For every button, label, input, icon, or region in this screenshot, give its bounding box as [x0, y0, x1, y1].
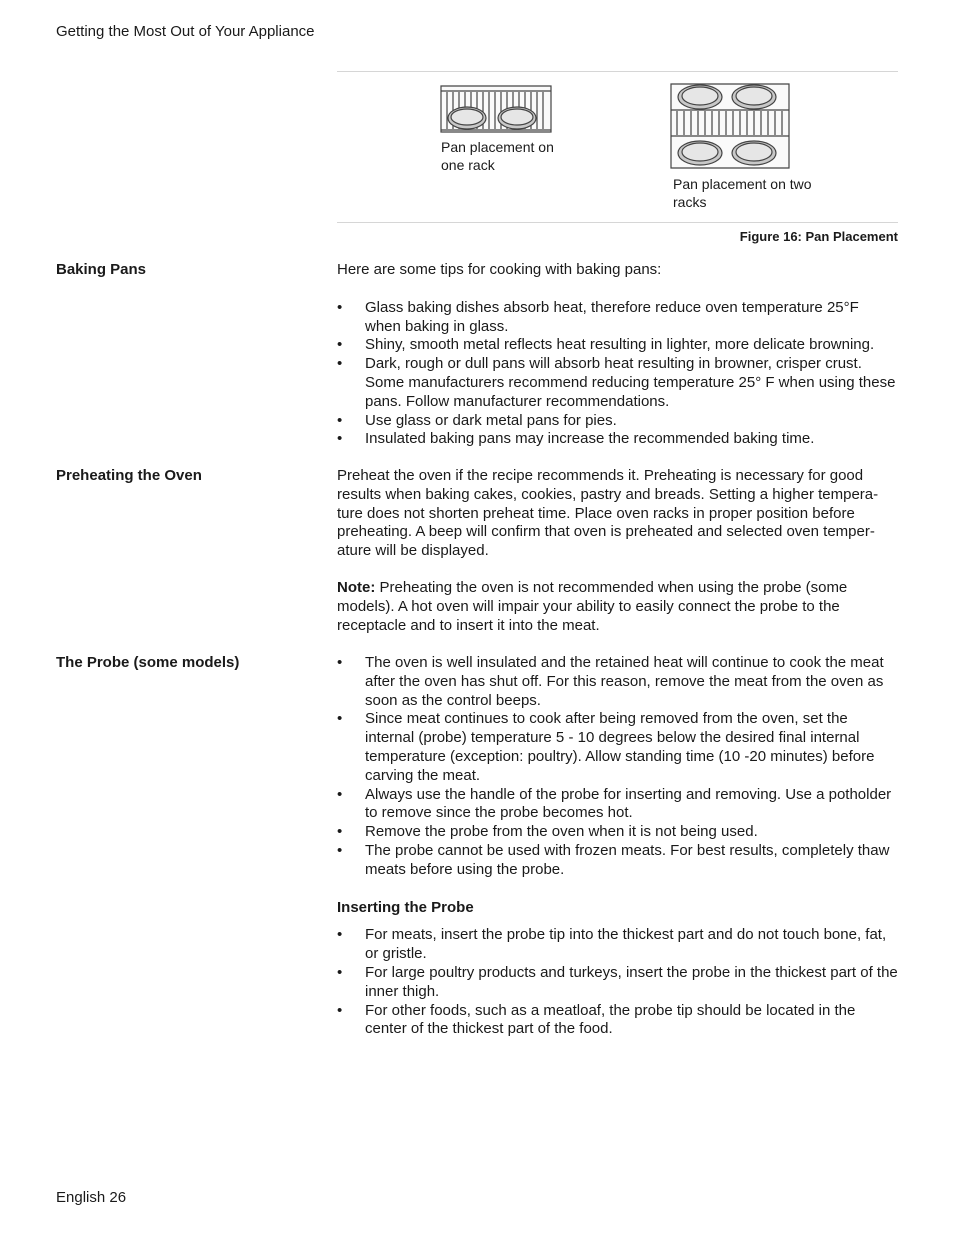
probe-list [337, 654, 898, 880]
baking-pans-intro: Here are some tips for cooking with baking pans: [337, 261, 662, 278]
list-item: • Remove the probe from the oven when it is not being used. [337, 823, 758, 841]
list-item: • Shiny, smooth metal reflects heat resulting in lighter, more delicate browning. [337, 336, 875, 354]
running-header: Getting the Most Out of Your Appliance [56, 23, 315, 40]
list-item: • Always use the handle of the probe for inserting and removing. Use a potholder to remove since the probe becomes hot. [337, 785, 892, 822]
bullet-icon: • [337, 298, 343, 316]
note-label: Note: [337, 578, 376, 596]
heading-baking-pans: Baking Pans [56, 261, 147, 278]
bullet-icon: • [337, 430, 343, 448]
list-item: • Since meat continues to cook after being removed from the oven, set the internal (probe) temperature 5 - 10 degrees below the desired final internal temperature (exception: poultry). Allow standing time (10 -20 minutes) before carving the meat. [337, 710, 875, 784]
heading-preheating: Preheating the Oven [56, 467, 202, 484]
note-text: Preheating the oven is not recommended when using the probe (some models). A hot oven will impair your ability to easily connect the probe to the receptacle and to insert it into the meat. [337, 578, 848, 634]
bullet-icon: • [337, 355, 343, 373]
list-item: • For meats, insert the probe tip into the thickest part and do not touch bone, fat, or gristle. [337, 926, 887, 963]
caption-two-racks: Pan placement on two racks [673, 176, 812, 210]
bullet-icon: • [337, 710, 343, 728]
inserting-probe-list [337, 926, 898, 1039]
page-footer: English 26 [56, 1189, 127, 1206]
two-racks-oven-illustration [671, 84, 789, 168]
caption-one-rack: Pan placement on one rack [441, 139, 554, 173]
list-item: • The probe cannot be used with frozen meats. For best results, completely thaw meats before using the probe. [337, 841, 890, 878]
bullet-icon: • [337, 1001, 343, 1019]
section-probe [337, 654, 898, 1039]
bullet-icon: • [337, 654, 343, 671]
pan-placement-figure [337, 72, 898, 222]
one-rack-oven-illustration [441, 86, 551, 132]
list-item: • Dark, rough or dull pans will absorb heat resulting in browner, crisper crust. Some manufacturers recommend reducing temperature 25° F when using these pans. Follow manufacturer recommendations. [337, 355, 896, 410]
figure-title: Figure 16: Pan Placement [739, 229, 898, 244]
list-item: • For other foods, such as a meatloaf, the probe tip should be located in the center of the thickest part of the food. [337, 1001, 856, 1038]
bullet-icon: • [337, 963, 343, 981]
list-item: • The oven is well insulated and the retained heat will continue to cook the meat after the oven has shut off. For this reason, remove the meat from the oven as soon as the control beeps. [337, 654, 884, 709]
preheating-paragraph: Preheat the oven if the recipe recommends it. Preheating is necessary for good results when baking cakes, cookies, pastry and breads. Setting a higher tempera-ture does not shorten preheat time. Place oven racks in proper position before preheating. A beep will confirm that oven is preheated and selected oven temper-ature will be displayed. [337, 467, 879, 560]
section-preheating [337, 467, 898, 635]
preheating-note [337, 579, 898, 635]
list-item: • Glass baking dishes absorb heat, therefore reduce oven temperature 25°F when baking in glass. [337, 298, 859, 335]
subheading-inserting-probe: Inserting the Probe [337, 898, 474, 916]
bullet-icon: • [337, 841, 343, 859]
baking-pans-list [337, 299, 898, 449]
bullet-icon: • [337, 823, 343, 841]
list-item: • Insulated baking pans may increase the recommended baking time. [337, 430, 815, 448]
figure-bottom-rule [337, 222, 898, 223]
bullet-icon: • [337, 411, 343, 429]
list-item: • For large poultry products and turkeys, insert the probe in the thickest part of the inner thigh. [337, 963, 898, 1000]
bullet-icon: • [337, 336, 343, 354]
bullet-icon: • [337, 926, 343, 944]
list-item: • Use glass or dark metal pans for pies. [337, 411, 617, 429]
heading-probe: The Probe (some models) [56, 654, 240, 671]
bullet-icon: • [337, 785, 343, 803]
section-baking-pans [337, 261, 898, 449]
